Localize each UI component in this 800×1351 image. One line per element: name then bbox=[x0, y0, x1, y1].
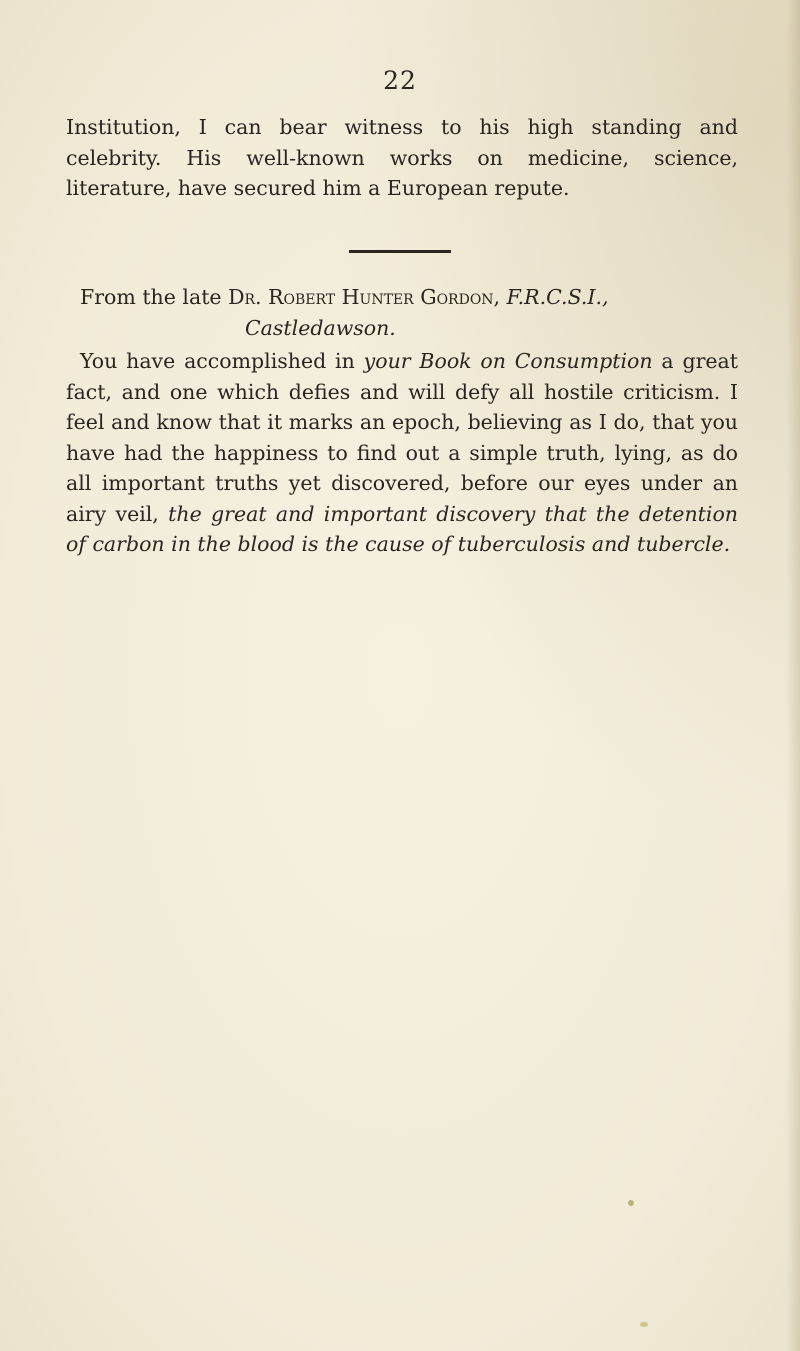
letter-body bbox=[66, 346, 738, 560]
paper-speck bbox=[640, 1322, 648, 1327]
intro-text: Institution, I can bear witness to his high standing and celebrity. His well-known works on medicine, science, literature, have secured him a European repute. bbox=[66, 115, 738, 200]
author-name: Dr. Robert Hunter Gordon, bbox=[228, 285, 501, 309]
letter-heading bbox=[80, 282, 740, 343]
section-divider bbox=[349, 250, 451, 253]
page-number: 22 bbox=[383, 66, 417, 95]
letter-body-middle: a great fact, and one which defies and will defy all hostile criticism. I feel and know that it marks an epoch, believing as I do, that you have had the happiness to find out a simple truth, lying, as do all important truths yet discovered, before our eyes under an airy veil, bbox=[66, 349, 738, 526]
intro-paragraph bbox=[66, 112, 738, 204]
page-edge-shadow bbox=[786, 0, 800, 1351]
paper-speck bbox=[628, 1200, 634, 1206]
italic-conclusion: the great and important discovery that the detention of carbon in the blood is the cause of tuberculosis and tubercle. bbox=[66, 501, 738, 556]
your-emphasis: your bbox=[363, 349, 411, 373]
letter-paragraph bbox=[66, 346, 738, 560]
letter-body-start: You have accomplished in bbox=[80, 349, 364, 373]
author-credentials: F.R.C.S.I., bbox=[506, 285, 609, 309]
author-place: Castledawson. bbox=[245, 315, 396, 340]
from-prefix: From the late bbox=[80, 285, 229, 309]
book-title: Book on Consumption bbox=[419, 349, 653, 373]
